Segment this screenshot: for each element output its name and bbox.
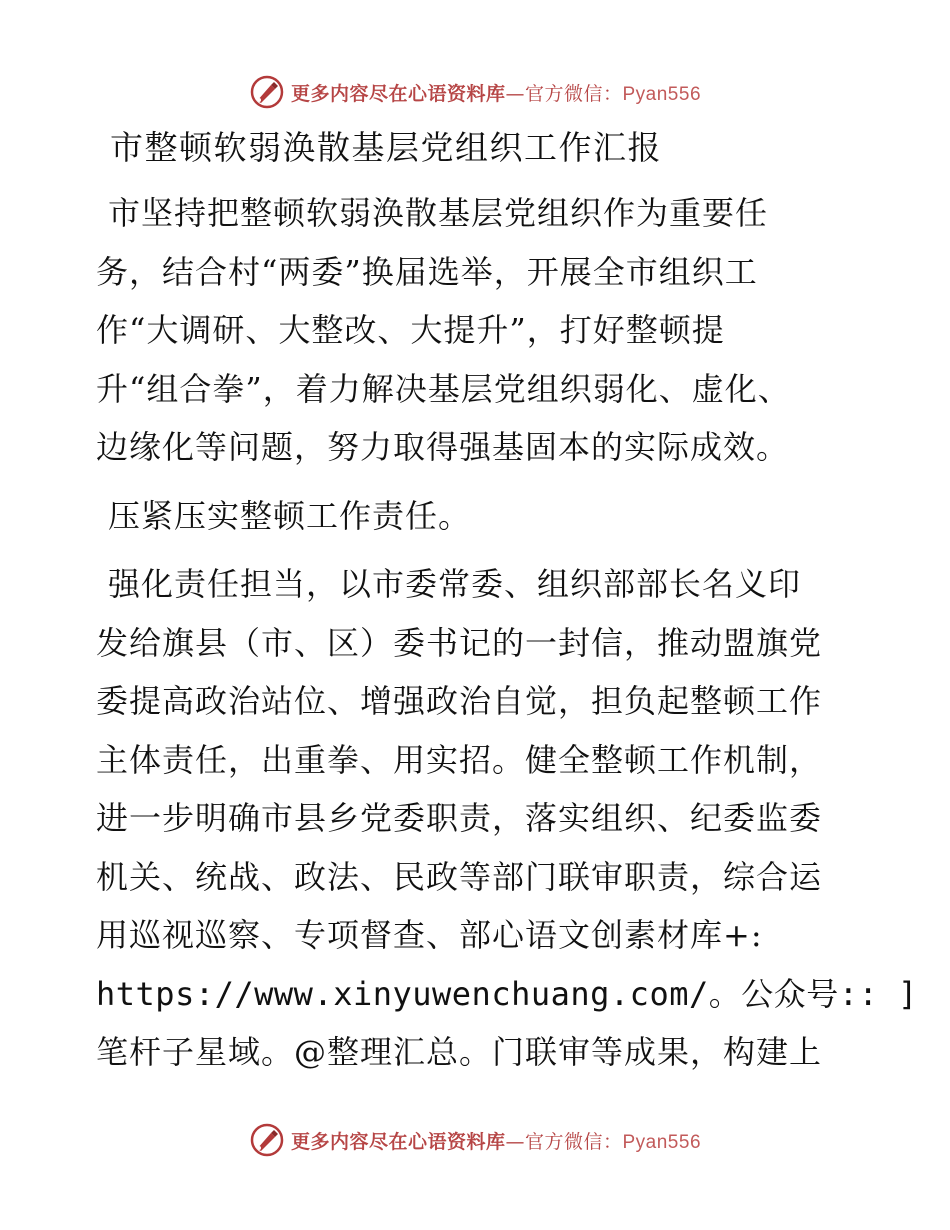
paragraph-line: 市坚持把整顿软弱涣散基层党组织作为重要任 <box>108 194 769 232</box>
watermark-text <box>291 79 701 106</box>
section-heading <box>96 487 856 546</box>
paragraph-line: 升“组合拳”，着力解决基层党组织弱化、虚化、 <box>96 369 791 408</box>
paragraph-line: 边缘化等问题，努力取得强基固本的实际成效。 <box>96 428 790 466</box>
watermark-text <box>291 1127 701 1154</box>
paragraph-line: 机关、统战、政法、民政等部门联审职责，综合运 <box>96 857 823 896</box>
watermark-footer <box>0 1120 950 1160</box>
pen-logo-icon <box>249 1122 285 1158</box>
paragraph-line: 强化责任担当，以市委常委、组织部部长名义印 <box>108 565 802 603</box>
watermark-wechat-label: 官方微信： <box>524 82 623 105</box>
paragraph-line: 进一步明确市县乡党委职责，落实组织、纪委监委 <box>96 799 823 837</box>
paragraph-line: 用巡视巡察、专项督查、部心语文创素材库+: <box>96 916 763 954</box>
paragraph-line: 主体责任，出重拳、用实招。健全整顿工作机制， <box>96 740 823 779</box>
paragraph-line: 作“大调研、大整改、大提升”，打好整顿提 <box>96 311 725 349</box>
document-title: 市整顿软弱涣散基层党组织工作汇报 <box>110 128 662 167</box>
pen-logo-icon <box>249 74 285 110</box>
watermark-dash: — <box>505 82 525 105</box>
watermark-brand: 更多内容尽在心语资料库 <box>290 82 506 105</box>
paragraph-line: 委提高政治站位、增强政治自觉，担负起整顿工作 <box>96 682 823 720</box>
section-heading-text: 压紧压实整顿工作责任。 <box>108 496 472 535</box>
paragraph-line: 务，结合村“两委”换届选举，开展全市组织工 <box>96 252 758 291</box>
watermark-wechat-id: Pyan556 <box>622 1131 702 1153</box>
watermark-wechat-label: 官方微信： <box>524 1130 623 1153</box>
watermark-brand: 更多内容尽在心语资料库 <box>290 1130 506 1153</box>
watermark-wechat-id: Pyan556 <box>622 83 702 105</box>
watermark-dash: — <box>505 1130 525 1153</box>
paragraph-responsibility <box>96 555 918 1082</box>
paragraph-line: 发给旗县（市、区）委书记的一封信，推动盟旗党 <box>96 623 823 662</box>
paragraph-line: 笔杆子星域。@整理汇总。门联审等成果，构建上 <box>96 1033 823 1071</box>
url-line: https://www.xinyuwenchuang.com/。公众号:: ] <box>96 974 918 1013</box>
watermark-header <box>0 72 950 112</box>
paragraph-intro <box>96 184 856 477</box>
document-body <box>96 120 918 1082</box>
